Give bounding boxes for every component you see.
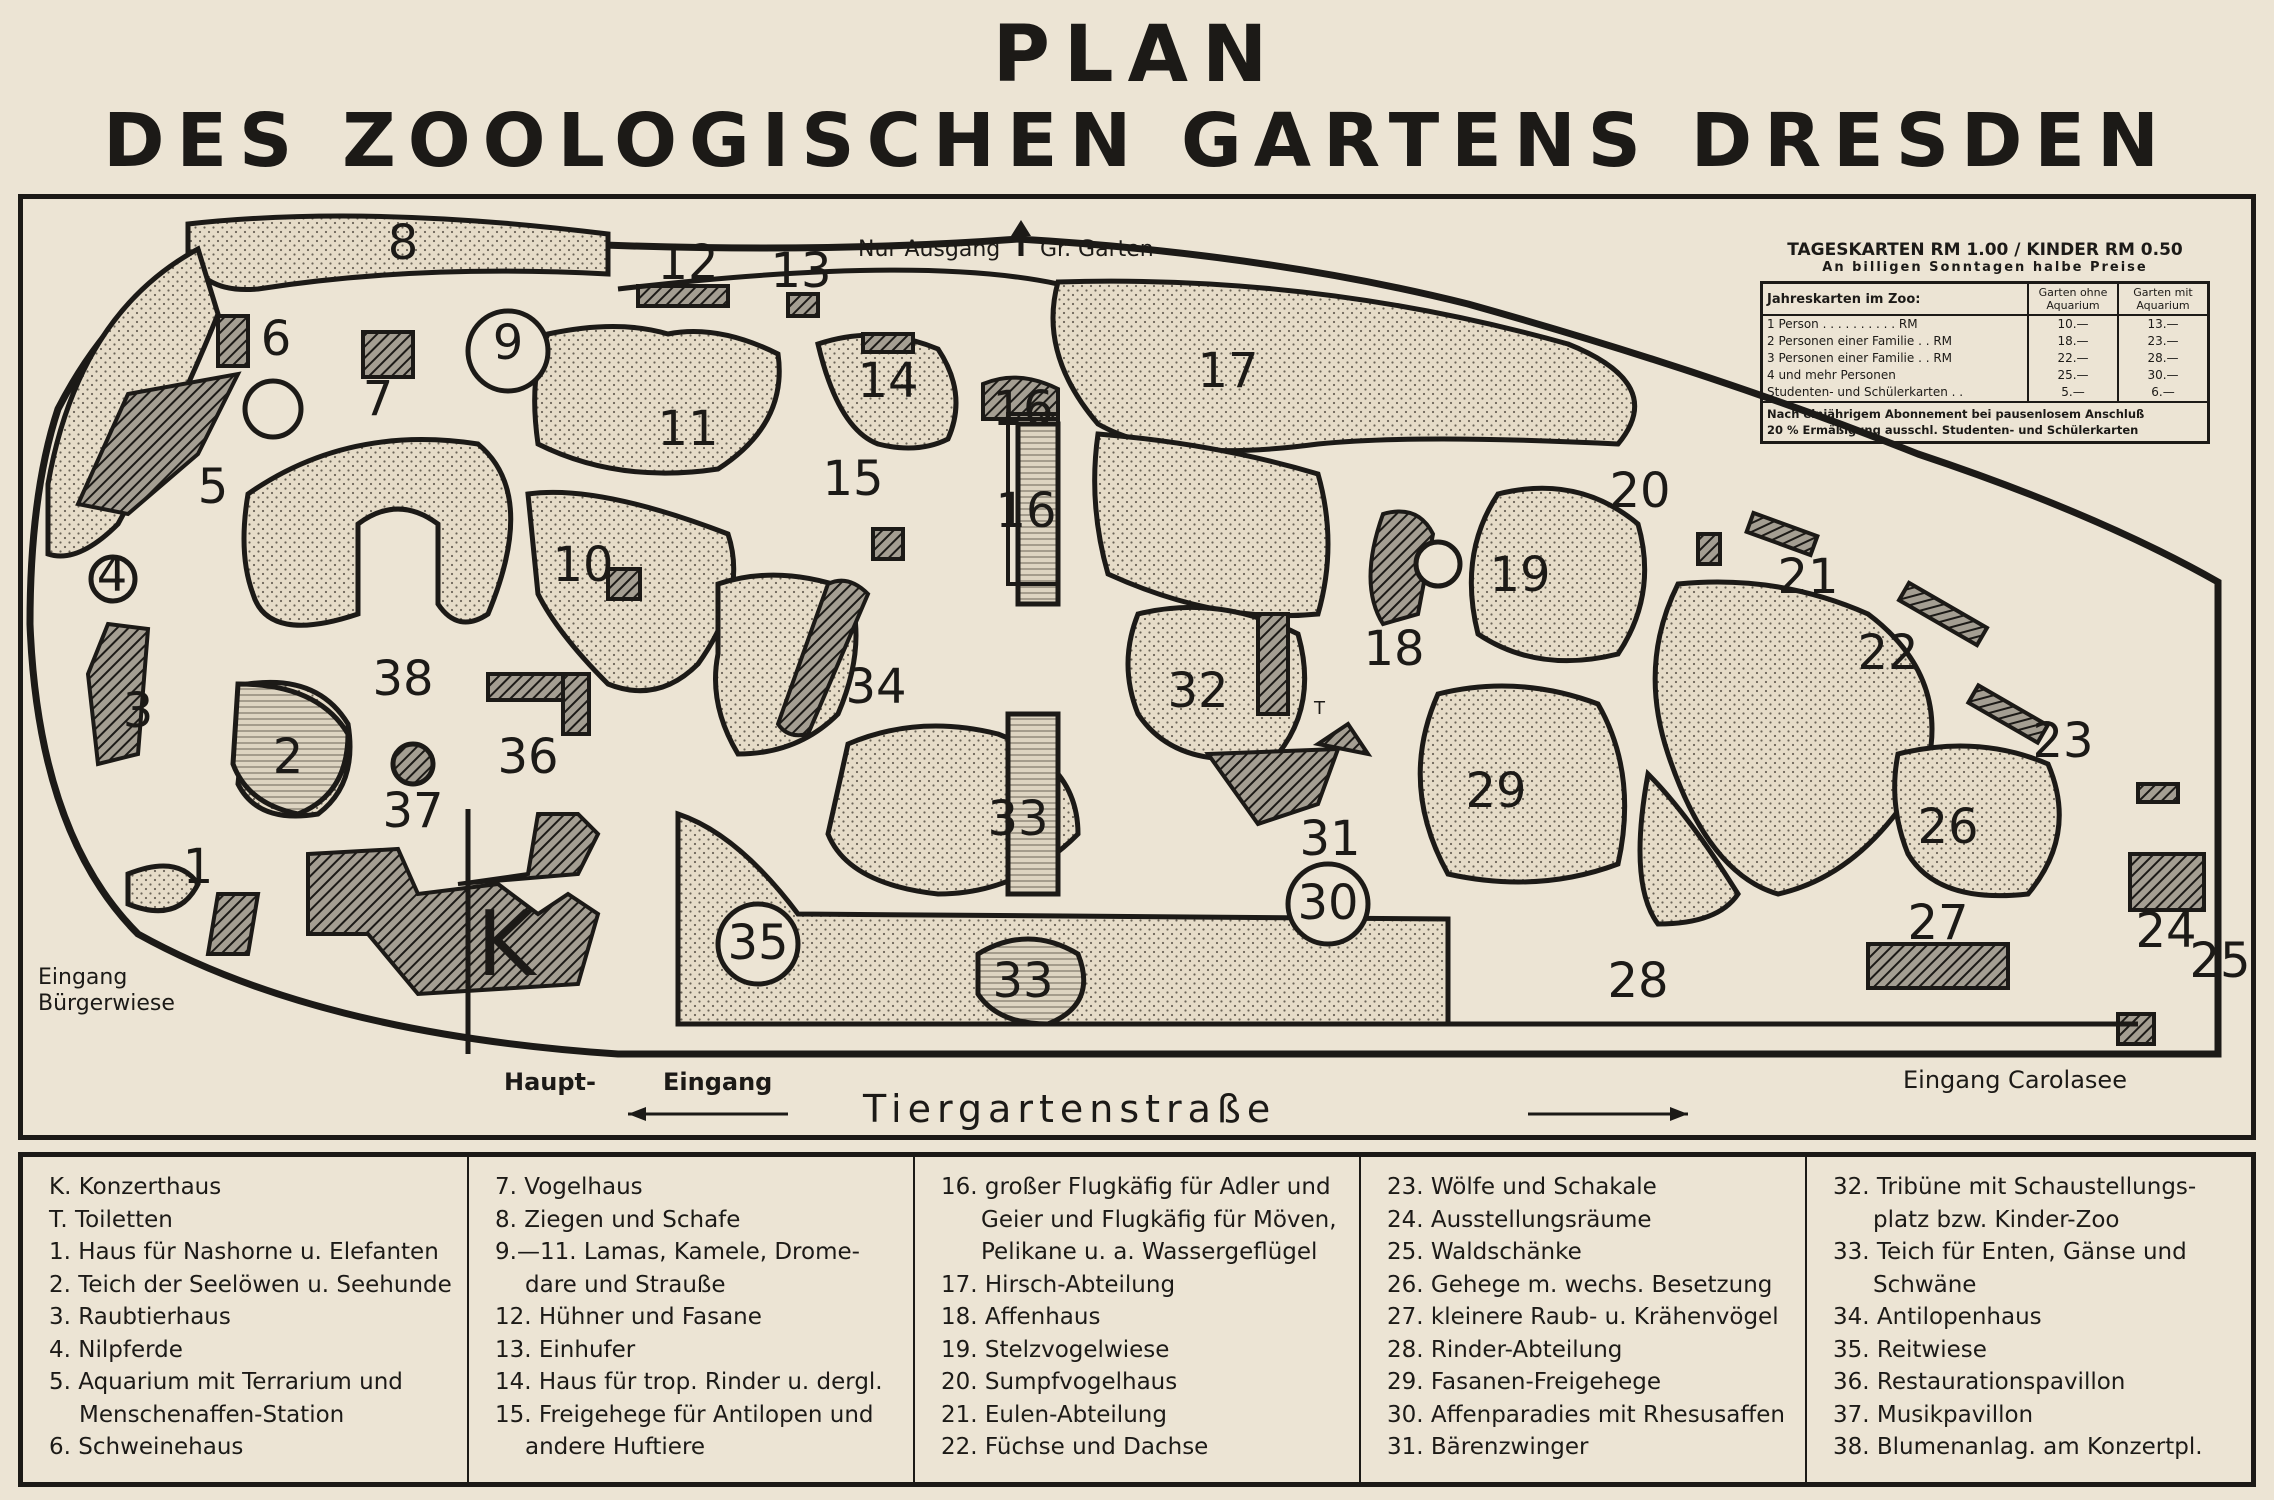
legend-item: 30. Affenparadies mit Rhesusaffen (1387, 1401, 1785, 1428)
svg-text:32: 32 (1167, 663, 1229, 719)
svg-text:T: T (1314, 698, 1325, 719)
svg-text:33: 33 (987, 791, 1049, 847)
svg-text:25: 25 (2189, 933, 2251, 989)
svg-text:9: 9 (492, 315, 524, 371)
svg-text:18: 18 (1363, 621, 1425, 677)
legend-item: 12. Hühner und Fasane (495, 1304, 762, 1330)
svg-text:24: 24 (2135, 903, 2197, 959)
legend-item: 3. Raubtierhaus (49, 1304, 231, 1330)
legend-item: 27. kleinere Raub- u. Krähenvögel (1387, 1304, 1779, 1330)
main-entrance-label-1: Haupt- (504, 1068, 596, 1096)
svg-text:26: 26 (1917, 799, 1979, 855)
svg-text:K: K (476, 891, 536, 997)
price-table (1760, 281, 2210, 444)
legend-item: Geier und Flugkäfig für Möven, (981, 1206, 1337, 1233)
svg-text:1: 1 (182, 839, 214, 895)
legend-item: 36. Restaurationspavillon (1833, 1369, 2126, 1395)
legend-item: K. Konzerthaus (49, 1174, 222, 1200)
svg-text:6: 6 (260, 311, 292, 367)
price-col2: Garten mit Aquarium (2118, 284, 2207, 315)
entrance-left-name: Bürgerwiese (38, 991, 175, 1016)
map-title-line2: DES ZOOLOGISCHEN GARTENS DRESDEN (103, 98, 2171, 184)
svg-text:13: 13 (770, 243, 832, 299)
svg-text:37: 37 (382, 783, 444, 839)
map-title-line1: PLAN (992, 10, 1282, 100)
svg-text:35: 35 (727, 915, 789, 971)
price-row: 3 Personen einer Familie . . RM 22.— 28.— (1763, 350, 2207, 367)
legend-item: 14. Haus für trop. Rinder u. dergl. (495, 1369, 883, 1395)
legend-item: 9.—11. Lamas, Kamele, Drome- (495, 1239, 860, 1265)
svg-text:38: 38 (372, 651, 434, 707)
legend-item: dare und Strauße (525, 1271, 726, 1298)
legend-item: Pelikane u. a. Wassergeflügel (981, 1239, 1318, 1265)
legend (18, 1152, 2256, 1487)
legend-item: 33. Teich für Enten, Gänse und (1833, 1239, 2187, 1265)
legend-item: 28. Rinder-Abteilung (1387, 1336, 1623, 1363)
svg-text:22: 22 (1857, 625, 1919, 681)
svg-text:19: 19 (1489, 547, 1551, 603)
svg-text:14: 14 (857, 353, 919, 409)
svg-text:20: 20 (1609, 463, 1671, 519)
legend-item: 34. Antilopenhaus (1833, 1304, 2042, 1330)
main-entrance-label-2: Eingang (663, 1068, 773, 1096)
legend-column-4 (1361, 1157, 1807, 1482)
price-header: Jahreskarten im Zoo: (1763, 284, 2028, 315)
entrance-right-label: Eingang Carolasee (1903, 1066, 2127, 1094)
legend-column-5 (1807, 1157, 2251, 1482)
legend-item: 7. Vogelhaus (495, 1174, 643, 1200)
garden-label: Gr. Garten (1040, 237, 1154, 262)
svg-text:31: 31 (1299, 811, 1361, 867)
svg-text:28: 28 (1607, 953, 1669, 1009)
price-row: 2 Personen einer Familie . . RM 18.— 23.— (1763, 333, 2207, 350)
legend-item: 20. Sumpfvogelhaus (941, 1369, 1178, 1395)
legend-item: 15. Freigehege für Antilopen und (495, 1401, 874, 1428)
legend-item: T. Toiletten (49, 1206, 173, 1233)
exit-label: Nur Ausgang (858, 237, 1001, 262)
price-line-1: TAGESKARTEN RM 1.00 / KINDER RM 0.50 (1787, 240, 2183, 260)
legend-item: 37. Musikpavillon (1833, 1401, 2034, 1428)
svg-text:4: 4 (96, 547, 128, 603)
price-col1: Garten ohne Aquarium (2028, 284, 2118, 315)
svg-text:34: 34 (845, 659, 907, 715)
legend-item: 25. Waldschänke (1387, 1239, 1582, 1265)
legend-item: 19. Stelzvogelwiese (941, 1336, 1170, 1363)
legend-item: platz bzw. Kinder-Zoo (1873, 1206, 2120, 1233)
price-note: Nach einjährigem Abonnement bei pausenlosem Anschluß 20 % Ermäßigung ausschl. Studenten- und Schülerkarten (1763, 401, 2207, 441)
svg-text:23: 23 (2032, 713, 2094, 769)
legend-column-2 (469, 1157, 915, 1482)
legend-item: 8. Ziegen und Schafe (495, 1206, 741, 1233)
legend-item: 35. Reitwiese (1833, 1336, 1987, 1363)
price-row: Studenten- und Schülerkarten . . 5.— 6.— (1763, 384, 2207, 401)
svg-text:33: 33 (992, 953, 1054, 1009)
svg-text:15: 15 (822, 451, 884, 507)
entrance-left-label: Eingang (38, 965, 128, 990)
svg-text:27: 27 (1907, 895, 1969, 951)
legend-item: 22. Füchse und Dachse (941, 1434, 1209, 1460)
svg-text:8: 8 (387, 215, 419, 271)
svg-text:21: 21 (1777, 549, 1839, 605)
legend-item: 31. Bärenzwinger (1387, 1434, 1589, 1460)
legend-item: 4. Nilpferde (49, 1336, 183, 1363)
legend-item: 17. Hirsch-Abteilung (941, 1271, 1176, 1298)
svg-text:16: 16 (992, 381, 1054, 437)
legend-item: 16. großer Flugkäfig für Adler und (941, 1174, 1331, 1200)
svg-text:2: 2 (272, 729, 304, 785)
price-row: 1 Person . . . . . . . . . . RM 10.— 13.— (1763, 315, 2207, 333)
legend-item: 6. Schweinehaus (49, 1434, 244, 1460)
svg-text:17: 17 (1197, 343, 1259, 399)
price-line-2: An billigen Sonntagen halbe Preise (1822, 260, 2148, 275)
legend-item: 18. Affenhaus (941, 1304, 1101, 1330)
legend-item: 29. Fasanen-Freigehege (1387, 1369, 1662, 1395)
svg-text:7: 7 (362, 371, 394, 427)
svg-text:3: 3 (122, 683, 154, 739)
price-row: 4 und mehr Personen 25.— 30.— (1763, 367, 2207, 384)
svg-text:10: 10 (552, 537, 614, 593)
legend-item: 1. Haus für Nashorne u. Elefanten (49, 1239, 439, 1265)
svg-text:30: 30 (1297, 875, 1359, 931)
svg-text:11: 11 (657, 401, 719, 457)
legend-item: andere Huftiere (525, 1434, 706, 1460)
street-label: Tiergartenstraße (863, 1087, 1277, 1131)
legend-item: 38. Blumenanlag. am Konzertpl. (1833, 1434, 2203, 1460)
legend-item: 24. Ausstellungsräume (1387, 1206, 1652, 1233)
legend-column-3 (915, 1157, 1361, 1482)
legend-column-1 (23, 1157, 469, 1482)
legend-item: 5. Aquarium mit Terrarium und (49, 1369, 403, 1395)
price-box (1760, 240, 2210, 486)
svg-text:12: 12 (657, 235, 719, 291)
legend-item: Menschenaffen-Station (79, 1401, 345, 1428)
svg-text:5: 5 (197, 459, 229, 515)
legend-item: 13. Einhufer (495, 1336, 636, 1363)
svg-text:16: 16 (995, 483, 1057, 539)
legend-item: 26. Gehege m. wechs. Besetzung (1387, 1271, 1773, 1298)
svg-text:29: 29 (1465, 763, 1527, 819)
legend-item: 32. Tribüne mit Schaustellungs- (1833, 1174, 2197, 1200)
legend-item: 21. Eulen-Abteilung (941, 1401, 1167, 1428)
svg-text:36: 36 (497, 729, 559, 785)
legend-item: 23. Wölfe und Schakale (1387, 1174, 1657, 1200)
legend-item: 2. Teich der Seelöwen u. Seehunde (49, 1271, 452, 1298)
legend-item: Schwäne (1873, 1271, 1977, 1298)
